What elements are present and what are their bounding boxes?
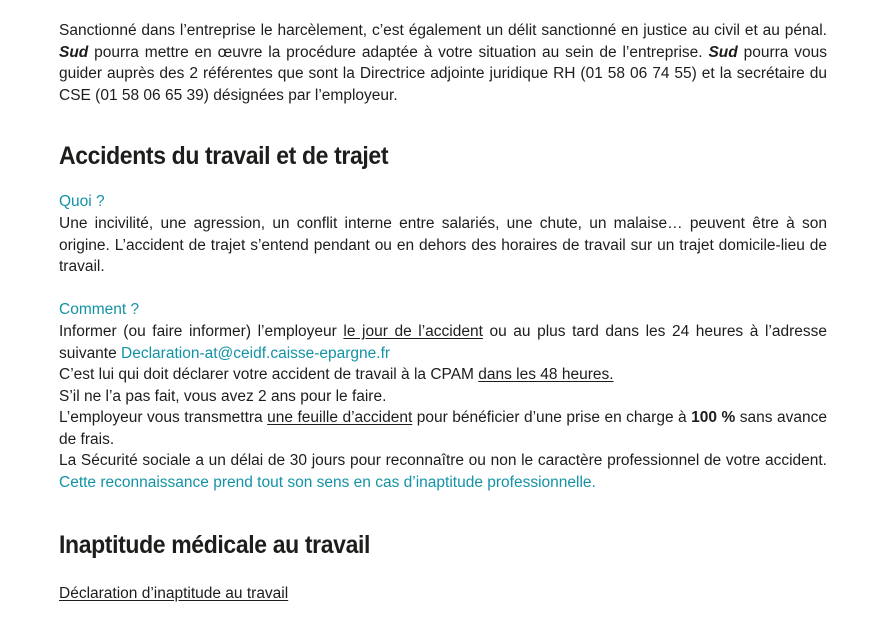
feuille-text-3: sans avance de frais. (59, 409, 827, 448)
48h-underlined: dans les 48 heures. (478, 366, 614, 383)
accidents-heading: Accidents du travail et de trajet (59, 142, 389, 170)
intro-text-1: Sanctionné dans l’entreprise le harcèlement, c’est également un délit sanctionné en justice au civil et au pénal. (59, 22, 827, 39)
comment-line-2ans: S’il ne l’a pas fait, vous avez 2 ans pour le faire. (59, 387, 387, 405)
comment-line-secu (59, 450, 827, 493)
feuille-accident-underlined: une feuille d’accident (267, 409, 413, 426)
secu-text: La Sécurité sociale a un délai de 30 jours pour reconnaître ou non le caractère professionnel de votre accident. (59, 452, 827, 469)
comment-line-cpam (59, 364, 827, 386)
comment-line-feuille (59, 407, 827, 450)
quoi-paragraph: Une incivilité, une agression, un conflit interne entre salariés, une chute, un malaise… peuvent être à son origine. L’accident de trajet s’entend pendant ou en dehors des horaires de travail sur un trajet domicile-lieu de travail. (59, 215, 827, 275)
feuille-text: L’employeur vous transmettra (59, 409, 268, 426)
intro-text-3: pourra vous guider auprès des 2 référentes que sont la Directrice adjointe juridique RH (01 58 06 74 55) et la secrétaire du CSE (01 58 06 65 39) désignées par l’employeur. (59, 43, 827, 104)
inform-text-2: ou au plus tard dans les 24 heures à l’adresse suivante (59, 323, 827, 362)
feuille-text-2: pour bénéficier d’une prise en charge à (412, 409, 692, 426)
inform-text: Informer (ou faire informer) l’employeur (59, 323, 344, 340)
declaration-email-link[interactable]: Declaration-at@ceidf.caisse-epargne.fr (121, 344, 391, 362)
intro-text-2: pourra mettre en œuvre la procédure adaptée à votre situation au sein de l’entreprise. (88, 43, 709, 61)
sud-name-1: Sud (59, 43, 89, 61)
hundred-percent: 100 % (691, 409, 736, 426)
inaptitude-heading: Inaptitude médicale au travail (59, 531, 371, 559)
quoi-label: Quoi ? (59, 193, 105, 210)
inaptitude-subheading: Déclaration d’inaptitude au travail (59, 585, 289, 602)
sud-name-2: Sud (708, 43, 738, 61)
intro-paragraph (59, 20, 827, 106)
cpam-text: C’est lui qui doit déclarer votre accident de travail à la CPAM (59, 366, 479, 383)
comment-label: Comment ? (59, 301, 140, 318)
reconnaissance-highlight: Cette reconnaissance prend tout son sens en cas d’inaptitude professionnelle. (59, 473, 596, 491)
jour-accident-underlined: le jour de l’accident (343, 323, 483, 340)
comment-block (59, 321, 827, 493)
comment-line-inform (59, 321, 827, 364)
